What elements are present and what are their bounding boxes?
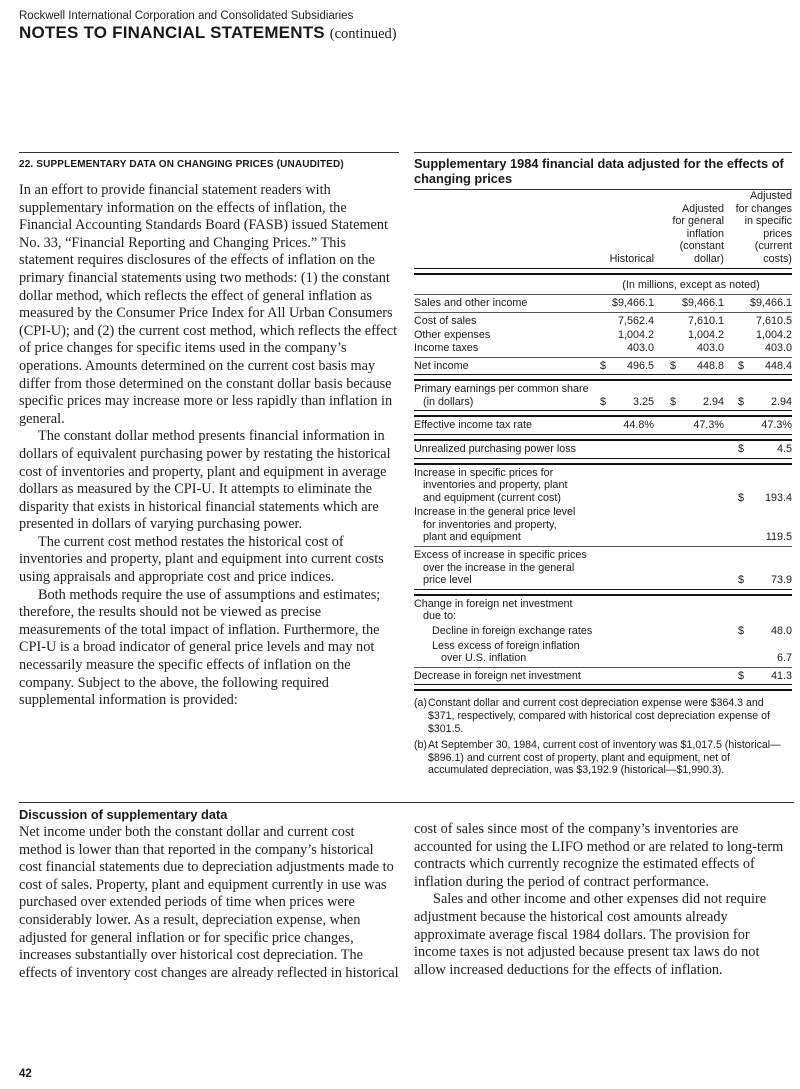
table-footnotes	[414, 697, 792, 777]
table-row-other-expenses: Other expenses 1,004.2 1,004.2 1,004.2	[414, 329, 792, 342]
units-note: (In millions, except as noted)	[622, 278, 760, 291]
column-header-constant-dollar: Adjusted for general inflation (constant dollar)	[672, 202, 724, 265]
paragraph: In an effort to provide financial statement readers with supplementary information on the effects of inflation, the Financial Accounting Standards Board (FASB) issued Statement No. 33, “Financial Reporting and Changing Prices.” This statement requires disclosures of the effects of inflation on the primary financial statements using two methods: (1) the constant dollar method, which reflects the effect of general inflation as measured by the Consumer Price Index for All Urban Consumers (CPI-U); and (2) the current cost method, which reflects the effect of price changes for specific items used in the company’s operations. Amounts determined on the current cost basis may differ from those determined on the constant dollar basis because specific prices may increase more or less rapidly than inflation in general.	[19, 182, 398, 427]
page-title-suffix: (continued)	[329, 26, 397, 42]
supplementary-data-table-section	[414, 152, 792, 781]
note-22-section	[19, 152, 399, 710]
paragraph: The current cost method restates the historical cost of inventories and property, plant and equipment into current costs using appraisals and appropriate cost and price indices.	[19, 533, 384, 586]
footnote-b: (b) At September 30, 1984, current cost of inventory was $1,017.5 (historical—$896.1) and current cost of property, plant and equipment, net of accumulated depreciation, was $3,192.9 (historical—$1,990.3).	[414, 739, 781, 777]
discussion-heading: Discussion of supplementary data	[19, 807, 228, 822]
table-row-general-price-increase: Increase in the general price level for inventories and property, plant and equipment 119.5	[414, 506, 792, 544]
page-title	[19, 23, 397, 44]
company-name: Rockwell International Corporation and Consolidated Subsidiaries	[19, 10, 354, 22]
table-title: Supplementary 1984 financial data adjusted for the effects of changing prices	[414, 156, 784, 186]
page-number: 42	[19, 1068, 32, 1080]
table-row-tax-rate: Effective income tax rate 44.8% 47.3% 47.3%	[414, 419, 792, 432]
table-row-excess-increase: Excess of increase in specific prices over the increase in the general price level $ 73.9	[414, 547, 792, 590]
table-row-specific-price-increase: Increase in specific prices for inventories and property, plant and equipment (current cost) $ 193.4	[414, 466, 792, 504]
table-title-rule	[414, 152, 792, 153]
table-row-foreign-change: Change in foreign net investment due to:	[414, 597, 573, 623]
double-rule	[414, 685, 792, 691]
table-row-net-income: Net income $ 496.5 $ 448.8 $ 448.4	[414, 357, 792, 375]
page-title-text: NOTES TO FINANCIAL STATEMENTS	[19, 23, 325, 42]
discussion-rule	[19, 802, 794, 803]
page-header	[19, 9, 397, 44]
table-row-sales: Sales and other income $9,466.1 $9,466.1 $9,466.1	[414, 295, 792, 313]
units-row	[414, 274, 792, 295]
discussion-left-column	[19, 824, 399, 982]
column-header-current-cost: Adjusted for changes in specific prices (current costs)	[735, 190, 792, 265]
table-row-fx-decline: Decline in foreign exchange rates $ 48.0	[432, 625, 792, 638]
column-header-historical: Historical	[609, 252, 654, 265]
table-row-cost-of-sales: Cost of sales 7,562.4 7,610.1 7,610.5	[414, 312, 792, 329]
table-row-foreign-inflation: Less excess of foreign inflation over U.S. inflation 6.7	[432, 639, 792, 665]
discussion-right-column	[414, 821, 794, 979]
table-row-purchasing-power-loss: Unrealized purchasing power loss $ 4.5	[414, 442, 792, 455]
table-header-row	[414, 190, 792, 268]
section-body	[19, 182, 399, 710]
label-column-header	[414, 190, 590, 268]
paragraph: Sales and other income and other expenses did not require adjustment because the historical cost amounts already approximate average fiscal 1984 dollars. The provision for income taxes is not adjusted because present tax laws do not allow increased deductions for the effects of inflation.	[414, 891, 767, 978]
section-heading: 22. SUPPLEMENTARY DATA ON CHANGING PRICES (UNAUDITED)	[19, 159, 344, 170]
table-row-foreign-decrease: Decrease in foreign net investment $ 41.3	[414, 667, 792, 685]
section-rule	[19, 152, 399, 153]
supplementary-data-table	[414, 190, 792, 691]
paragraph: cost of sales since most of the company’s inventories are accounted for using the LIFO method or are related to long-term contracts which currently recognize the estimated effects of inflation during the period of contract performance.	[414, 821, 784, 890]
table-row-income-taxes: Income taxes 403.0 403.0 403.0	[414, 341, 792, 354]
table-row-eps: Primary earnings per common share (in dollars) $ 3.25 $ 2.94 $ 2.94	[414, 383, 792, 408]
footnote-a: (a) Constant dollar and current cost depreciation expense were $364.3 and $371, respectively, compared with historical cost depreciation expense of $301.5.	[414, 697, 770, 735]
paragraph: Net income under both the constant dollar and current cost method is lower than that reported in the company’s historical cost financial statements due to depreciation adjustments made to cost of sales. Property, plant and equipment currently in use was purchased over extended periods of time when prices were considerably lower. As a result, depreciation expense, when adjusted for general inflation or for specific price changes, increases substantially over historical cost depreciation. The effects of inventory cost changes are already reflected in historical	[19, 824, 399, 981]
paragraph: The constant dollar method presents financial information in dollars of equivalent purchasing power by restating the historical cost of inventories and property, plant and equipment in average dollars as measured by the CPI-U. It attempts to eliminate the disparity that exists in historical financial statements which are presented in dollars of varying purchasing power.	[19, 428, 391, 533]
paragraph: Both methods require the use of assumptions and estimates; therefore, the results should not be viewed as precise measurements of the total impact of inflation. Furthermore, the CPI-U is a broad indicator of general price levels and may not necessarily measure the specific effects of inflation on the company. Subject to the above, the following required supplemental information is provided:	[19, 586, 381, 709]
